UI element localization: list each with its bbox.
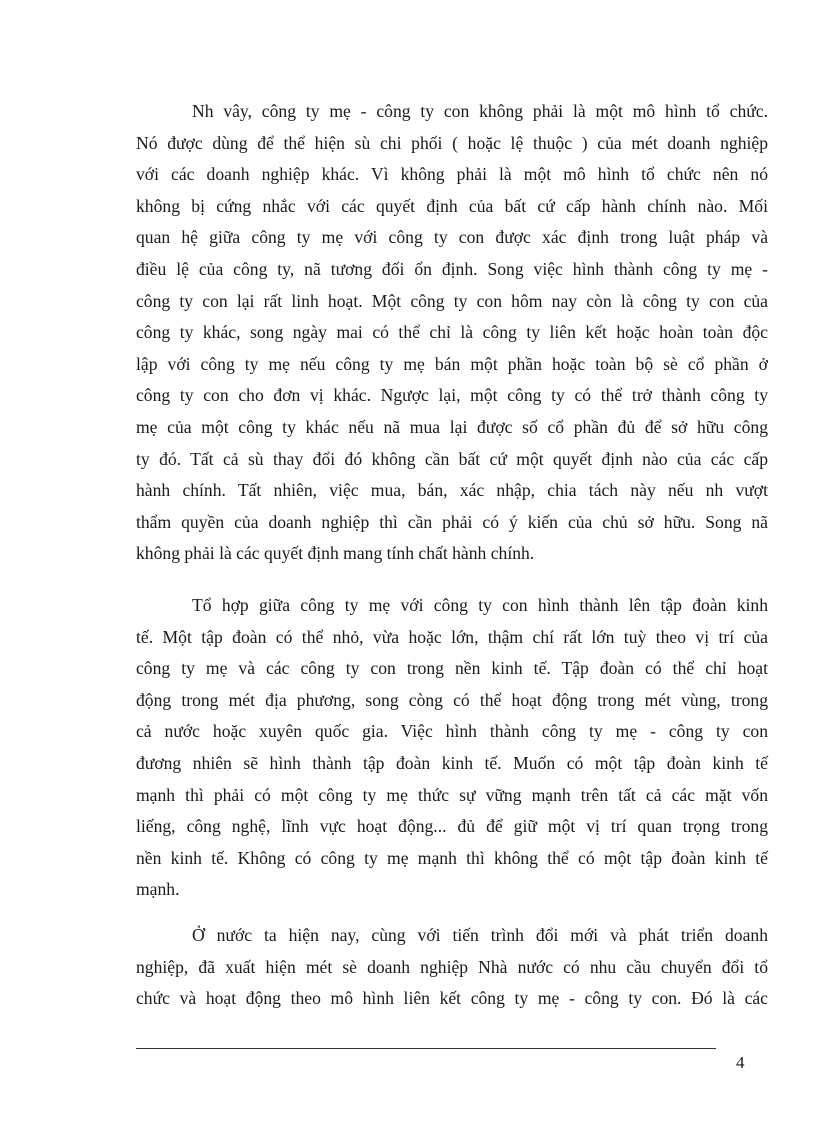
text-line: nền kinh tế. Không có công ty mẹ mạnh thì không thể có một tập đoàn kinh tế	[136, 847, 768, 868]
text-line: chức và hoạt động theo mô hình liên kết công ty mẹ - công ty con. Đó là các	[136, 988, 768, 1009]
text-line: tế. Một tập đoàn có thể nhỏ, vừa hoặc lớn, thậm chí rất lớn tuỳ theo vị trí của	[136, 626, 768, 647]
paragraph-vietnam-context	[136, 920, 768, 1015]
text-line: với các doanh nghiệp khác. Vì không phải là một mô hình tổ chức nên nó	[136, 164, 768, 185]
text-line: không phải là các quyết định mang tính chất hành chính.	[136, 543, 535, 564]
text-line: hành chính. Tất nhiên, việc mua, bán, xác nhập, chia tách này nếu nh vượt	[136, 480, 768, 501]
text-line: động trong mét địa phương, song còng có thể hoạt động trong mét vùng, trong	[136, 689, 768, 710]
text-line: công ty con lại rất linh hoạt. Một công ty con hôm nay còn là công ty con của	[136, 290, 768, 311]
text-line: Nh vây, công ty mẹ - công ty con không phải là một mô hình tổ chức.	[192, 101, 768, 121]
text-line: liếng, công nghệ, lĩnh vực hoạt động... đủ để giữ một vị trí quan trọng trong	[136, 816, 768, 837]
text-line: đương nhiên sẽ hình thành tập đoàn kinh tế. Muốn có một tập đoàn kinh tế	[136, 752, 768, 773]
text-line: điều lệ của công ty, nã tương đối ổn định. Song việc hình thành công ty mẹ -	[136, 258, 768, 279]
paragraph-parent-subsidiary-model	[136, 96, 768, 570]
footer-divider	[136, 1048, 716, 1049]
text-line: công ty con cho đơn vị khác. Ngược lại, một công ty có thể trở thành công ty	[136, 385, 768, 406]
text-line: cả nước hoặc xuyên quốc gia. Việc hình thành công ty mẹ - công ty con	[136, 721, 768, 742]
text-line: lập với công ty mẹ nếu công ty mẹ bán một phần hoặc toàn bộ sè cổ phần ở	[136, 353, 768, 374]
text-line: quan hệ giữa công ty mẹ với công ty con được xác định trong luật pháp và	[136, 227, 768, 248]
text-line: không bị cứng nhắc với các quyết định của bất cứ cấp hành chính nào. Mối	[136, 195, 768, 216]
paragraph-economic-group	[136, 590, 768, 906]
text-line: công ty mẹ và các công ty con trong nền kinh tế. Tập đoàn có thể chỉ hoạt	[136, 658, 768, 679]
text-line: Nó được dùng để thể hiện sù chi phối ( hoặc lệ thuộc ) của mét doanh nghiệp	[136, 132, 768, 153]
page-number: 4	[736, 1053, 745, 1072]
text-line: nghiệp, đã xuất hiện mét sè doanh nghiệp Nhà nước có nhu cầu chuyển đổi tổ	[136, 956, 768, 977]
text-line: Ở nước ta hiện nay, cùng với tiến trình đổi mới và phát triển doanh	[192, 925, 768, 945]
text-line: thẩm quyền của doanh nghiệp thì cần phải có ý kiến của chủ sở hữu. Song nã	[136, 511, 768, 532]
text-line: mạnh thì phải có một công ty mẹ thức sự vững mạnh trên tất cả các mặt vốn	[136, 784, 768, 805]
text-line: mẹ của một công ty khác nếu nã mua lại được số cổ phần đủ để sở hữu công	[136, 416, 768, 437]
text-line: Tổ hợp giữa công ty mẹ với công ty con hình thành lên tập đoàn kinh	[192, 595, 768, 615]
text-line: ty đó. Tất cả sù thay đổi đó không cần bất cứ một quyết định nào của các cấp	[136, 448, 768, 469]
text-line: công ty khác, song ngày mai có thể chỉ là công ty liên kết hoặc hoàn toàn độc	[136, 322, 768, 343]
text-line: mạnh.	[136, 879, 180, 900]
